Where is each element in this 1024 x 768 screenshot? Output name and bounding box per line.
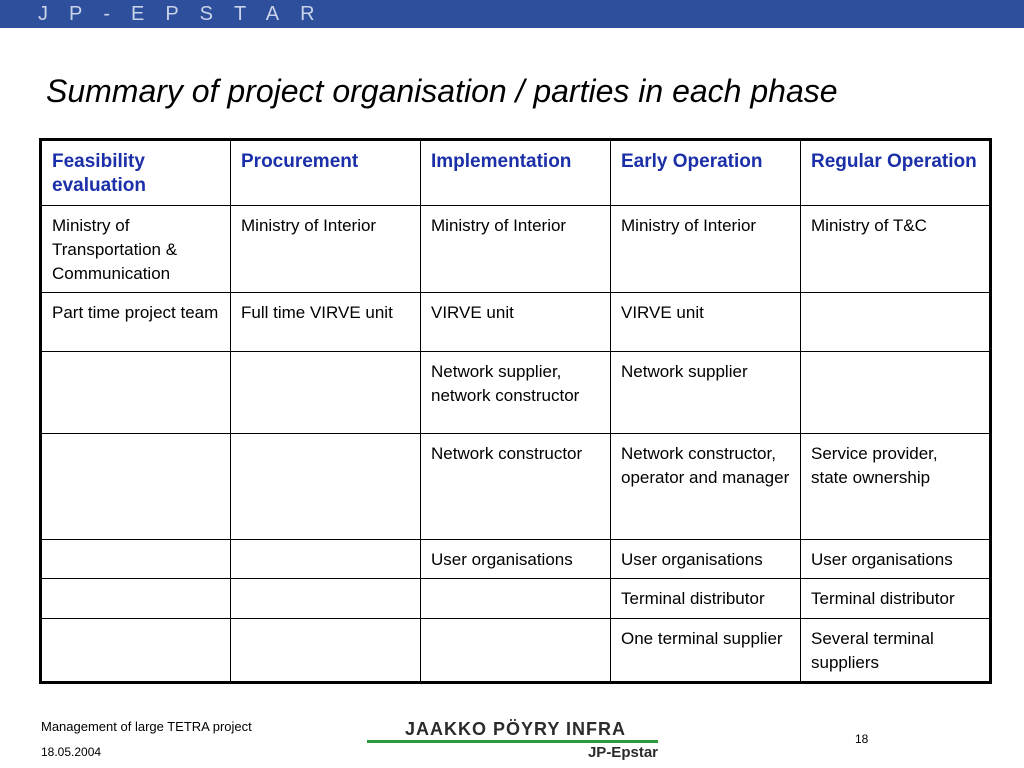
table-cell: [231, 540, 421, 579]
footer-date: 18.05.2004: [41, 745, 102, 759]
table-cell: One terminal supplier: [611, 619, 801, 683]
phases-table: [39, 138, 992, 684]
table-cell: Ministry of Interior: [421, 206, 611, 293]
logo-wordmark: JAAKKO PÖYRY INFRA: [405, 719, 627, 739]
top-banner: [0, 0, 1024, 28]
header-feasibility: Feasibility evaluation: [41, 140, 231, 206]
table-cell: VIRVE unit: [421, 293, 611, 352]
table-cell: [801, 352, 991, 434]
table-cell: Ministry of Transportation & Communication: [41, 206, 231, 293]
table-cell: Part time project team: [41, 293, 231, 352]
company-logo: [367, 719, 658, 763]
table-cell: [231, 579, 421, 619]
table-row: [41, 206, 991, 293]
table-cell: [41, 434, 231, 540]
table-cell: [801, 293, 991, 352]
table-cell: [421, 619, 611, 683]
table-cell: Full time VIRVE unit: [231, 293, 421, 352]
table-row: [41, 619, 991, 683]
table-cell: Terminal distributor: [801, 579, 991, 619]
table-cell: User organisations: [421, 540, 611, 579]
table-cell: [231, 434, 421, 540]
table-row: [41, 434, 991, 540]
table-row: [41, 540, 991, 579]
table-cell: User organisations: [801, 540, 991, 579]
table-cell: Network supplier, network constructor: [421, 352, 611, 434]
table-row: [41, 293, 991, 352]
table-cell: [231, 619, 421, 683]
table-cell: [41, 579, 231, 619]
table-header-row: [41, 140, 991, 206]
table-cell: Ministry of Interior: [231, 206, 421, 293]
table-cell: Ministry of T&C: [801, 206, 991, 293]
table-cell: [41, 540, 231, 579]
table-cell: Several terminal suppliers: [801, 619, 991, 683]
table-cell: [41, 352, 231, 434]
table-cell: Network constructor: [421, 434, 611, 540]
table-cell: [421, 579, 611, 619]
brand-banner-text: JP-EPSTAR: [38, 3, 336, 25]
table-row: [41, 352, 991, 434]
table-cell: Ministry of Interior: [611, 206, 801, 293]
header-implementation: Implementation: [421, 140, 611, 206]
table-cell: Network supplier: [611, 352, 801, 434]
table-cell: VIRVE unit: [611, 293, 801, 352]
page-number: 18: [855, 732, 869, 746]
header-early-operation: Early Operation: [611, 140, 801, 206]
table-cell: [231, 352, 421, 434]
table-cell: Terminal distributor: [611, 579, 801, 619]
table-row: [41, 579, 991, 619]
table-cell: [41, 619, 231, 683]
table-cell: User organisations: [611, 540, 801, 579]
logo-subtitle: JP-Epstar: [587, 744, 658, 761]
footer-project-name: Management of large TETRA project: [41, 719, 252, 734]
header-procurement: Procurement: [231, 140, 421, 206]
table-cell: Service provider, state ownership: [801, 434, 991, 540]
table-cell: Network constructor, operator and manager: [611, 434, 801, 540]
slide-title: Summary of project organisation / parties in each phase: [46, 73, 838, 109]
header-regular-operation: Regular Operation: [801, 140, 991, 206]
